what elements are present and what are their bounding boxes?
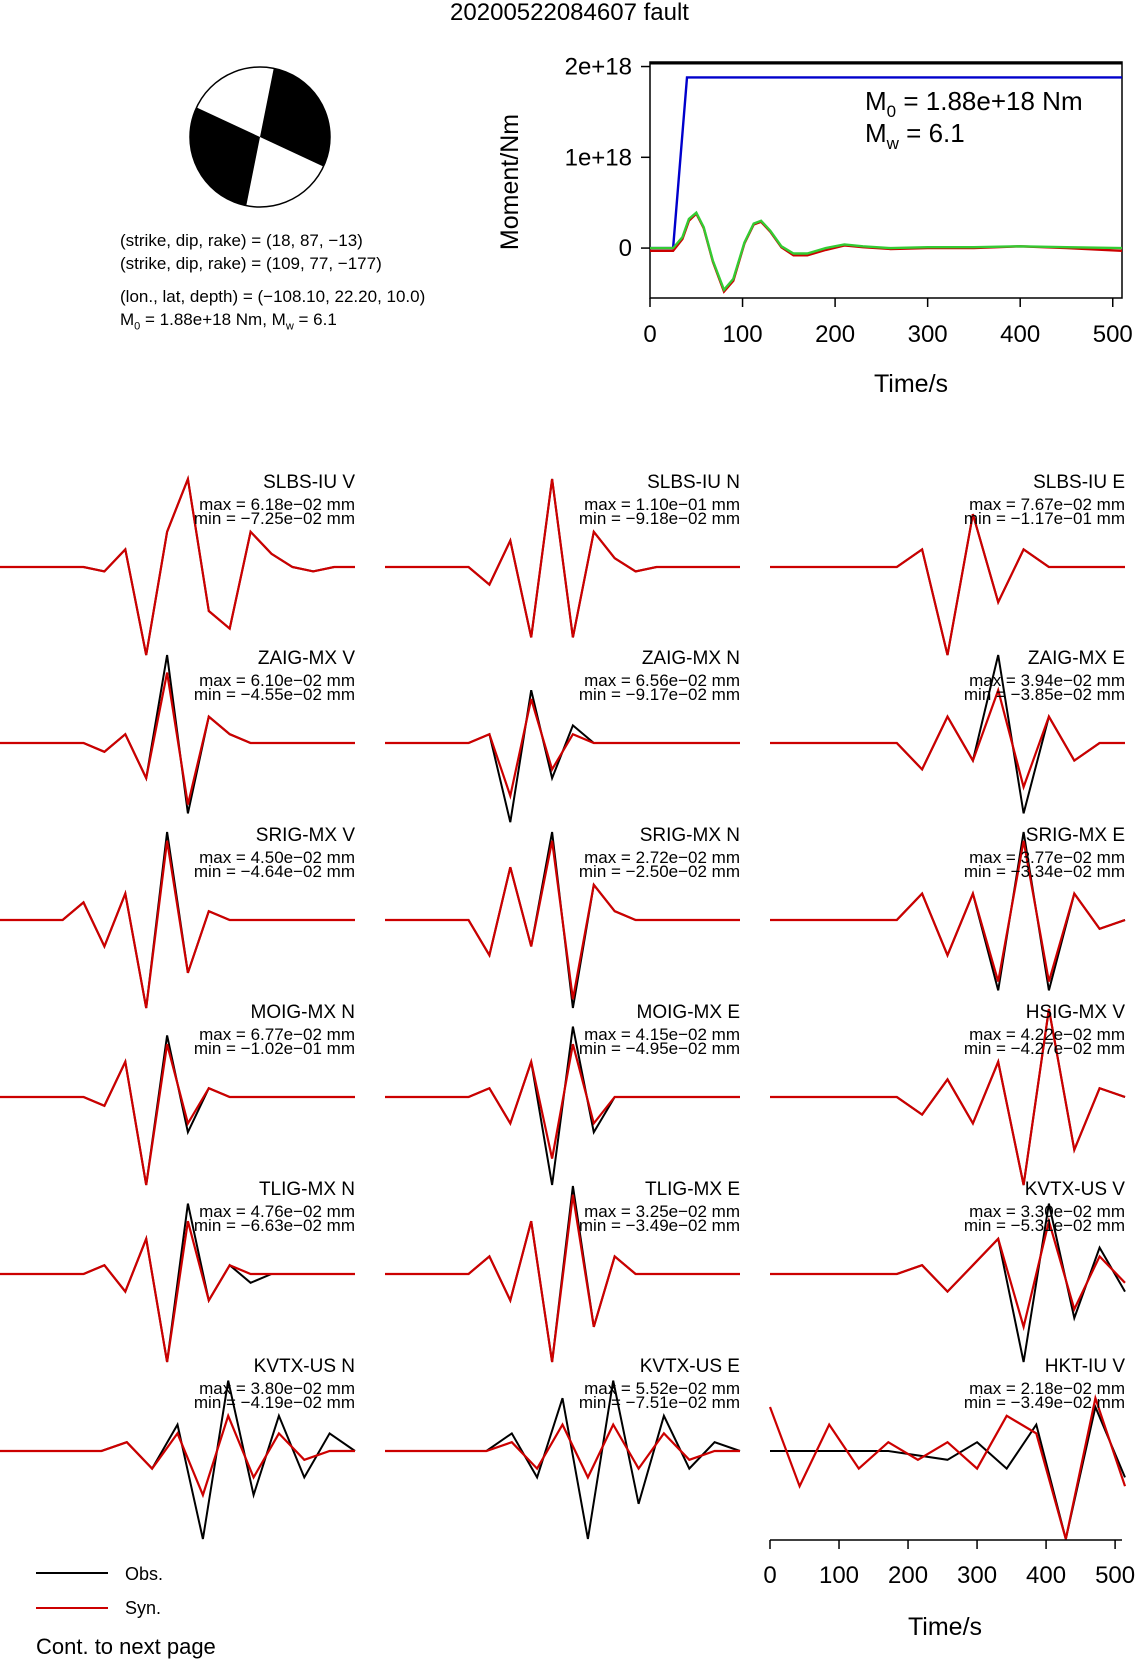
- legend-obs-label: Obs.: [125, 1564, 164, 1584]
- moment-xtick-label: 100: [722, 321, 763, 348]
- station-name: ZAIG-MX N: [641, 648, 740, 669]
- moment-xlabel: Time/s: [873, 370, 949, 398]
- nodal-plane-1: (strike, dip, rake) = (18, 87, −13): [120, 231, 363, 250]
- waveform-panel: [385, 1356, 740, 1539]
- station-min: min = −4.95e−02 mm: [578, 1039, 740, 1058]
- observed-trace: [385, 690, 740, 822]
- station-name: KVTX-US V: [1024, 1179, 1125, 1200]
- m0-subscript: 0: [134, 320, 141, 333]
- legend-obs-line: [36, 1570, 108, 1576]
- station-name: TLIG-MX E: [644, 1179, 740, 1200]
- synthetic-trace: [385, 1425, 740, 1478]
- synthetic-trace: [770, 690, 1125, 787]
- station-name: SRIG-MX V: [255, 825, 355, 846]
- legend-syn-label: Syn.: [125, 1598, 162, 1618]
- legend-syn-line: [36, 1605, 108, 1611]
- station-max: max = 1.10e−01 mm: [584, 495, 740, 514]
- waveform-panel: [770, 648, 1125, 813]
- station-name: SRIG-MX N: [639, 825, 740, 846]
- station-min: min = −3.85e−02 mm: [963, 685, 1125, 704]
- station-max: max = 3.25e−02 mm: [584, 1202, 740, 1221]
- moment-ytick-label: 2e+18: [564, 53, 632, 81]
- station-max: max = 6.56e−02 mm: [584, 671, 740, 690]
- waveform-xtick-label: 200: [888, 1562, 929, 1589]
- m0-prefix: M: [120, 310, 135, 329]
- waveform-panel: [770, 825, 1125, 990]
- hypocenter-location: (lon., lat, depth) = (−108.10, 22.20, 10.0): [120, 287, 426, 306]
- station-max: max = 7.67e−02 mm: [969, 495, 1125, 514]
- waveform-panel: [0, 1002, 355, 1185]
- station-min: min = −4.55e−02 mm: [193, 685, 355, 704]
- station-max: max = 3.30e−02 mm: [969, 1202, 1125, 1221]
- station-max: max = 6.10e−02 mm: [199, 671, 355, 690]
- waveform-panel: [385, 1179, 740, 1362]
- waveform-xtick-label: 500: [1095, 1562, 1136, 1589]
- waveform-xtick-label: 300: [957, 1562, 998, 1589]
- station-max: max = 6.18e−02 mm: [199, 495, 355, 514]
- synthetic-trace: [385, 1044, 740, 1158]
- waveform-panel: [770, 472, 1125, 655]
- station-name: KVTX-US N: [253, 1356, 355, 1377]
- waveform-panel: [385, 648, 740, 822]
- waveform-xtick-label: 0: [763, 1562, 777, 1589]
- moment-xtick-label: 300: [907, 321, 948, 348]
- station-name: HSIG-MX V: [1025, 1002, 1125, 1023]
- waveform-panel: [0, 648, 355, 813]
- station-min: min = −5.31e−02 mm: [963, 1216, 1125, 1235]
- station-max: max = 6.77e−02 mm: [199, 1025, 355, 1044]
- station-name: TLIG-MX N: [258, 1179, 355, 1200]
- moment-xtick-label: 400: [1000, 321, 1041, 348]
- station-name: SLBS-IU N: [647, 472, 740, 493]
- synthetic-trace: [770, 514, 1125, 655]
- waveform-panel: [385, 825, 740, 1008]
- waveform-panel: [0, 1179, 355, 1362]
- station-min: min = −4.19e−02 mm: [193, 1393, 355, 1412]
- station-max: max = 3.77e−02 mm: [969, 848, 1125, 867]
- station-min: min = −4.27e−02 mm: [963, 1039, 1125, 1058]
- station-name: SLBS-IU V: [263, 472, 355, 493]
- station-max: max = 3.80e−02 mm: [199, 1379, 355, 1398]
- nodal-plane-2: (strike, dip, rake) = (109, 77, −177): [120, 254, 382, 273]
- synthetic-trace: [385, 699, 740, 796]
- station-name: KVTX-US E: [639, 1356, 740, 1377]
- moment-ytick-label: 1e+18: [564, 144, 632, 172]
- waveform-xtick-label: 100: [818, 1562, 860, 1589]
- station-min: min = −7.51e−02 mm: [578, 1393, 740, 1412]
- station-min: min = −9.17e−02 mm: [578, 685, 740, 704]
- waveform-xtick-label: 400: [1026, 1562, 1067, 1589]
- station-max: max = 4.22e−02 mm: [969, 1025, 1125, 1044]
- station-min: min = −1.17e−01 mm: [963, 509, 1125, 528]
- waveform-xlabel: Time/s: [907, 1613, 983, 1641]
- station-max: max = 3.94e−02 mm: [969, 671, 1125, 690]
- station-name: ZAIG-MX V: [257, 648, 355, 669]
- moment-annotation-mw: $M_w = 6.1$: [865, 118, 965, 153]
- waveform-panel: [770, 1179, 1125, 1362]
- continuation-note: Cont. to next page: [36, 1634, 216, 1659]
- station-name: SLBS-IU E: [1033, 472, 1125, 493]
- waveform-panel: [0, 472, 355, 655]
- moment-xtick-label: 200: [815, 321, 856, 348]
- moment-ytick-label: 0: [618, 235, 632, 263]
- station-max: max = 2.18e−02 mm: [969, 1379, 1125, 1398]
- station-min: min = −7.25e−02 mm: [193, 509, 355, 528]
- observed-trace: [770, 514, 1125, 655]
- station-name: MOIG-MX E: [636, 1002, 740, 1023]
- synthetic-trace: [0, 1221, 355, 1362]
- station-max: max = 4.76e−02 mm: [199, 1202, 355, 1221]
- synthetic-trace: [0, 1044, 355, 1185]
- station-min: min = −3.49e−02 mm: [578, 1216, 740, 1235]
- station-max: max = 5.52e−02 mm: [584, 1379, 740, 1398]
- station-name: HKT-IU V: [1044, 1356, 1125, 1377]
- station-name: ZAIG-MX E: [1027, 648, 1125, 669]
- station-min: min = −2.50e−02 mm: [578, 862, 740, 881]
- moment-annotation-m0: $M_0 = 1.88e+18$ Nm: [865, 86, 1083, 121]
- synthetic-trace: [770, 1398, 1125, 1539]
- moment-xtick-label: 0: [643, 321, 657, 348]
- mw-text: = 6.1: [293, 310, 337, 329]
- waveform-panel: [385, 472, 740, 637]
- mw-subscript: w: [285, 320, 294, 333]
- station-min: min = −3.49e−02 mm: [963, 1393, 1125, 1412]
- waveform-panel: [0, 825, 355, 1008]
- station-name: MOIG-MX N: [250, 1002, 355, 1023]
- station-min: min = −9.18e−02 mm: [578, 509, 740, 528]
- observed-trace: [770, 1407, 1125, 1539]
- station-max: max = 4.50e−02 mm: [199, 848, 355, 867]
- waveform-panel: [0, 1356, 355, 1539]
- station-min: min = −4.64e−02 mm: [193, 862, 355, 881]
- m0-text: = 1.88e+18 Nm, M: [140, 310, 286, 329]
- waveform-panel: [770, 1002, 1125, 1185]
- station-min: min = −6.63e−02 mm: [193, 1216, 355, 1235]
- station-min: min = −1.02e−01 mm: [193, 1039, 355, 1058]
- moment-xtick-label: 500: [1092, 321, 1133, 348]
- moment-ylabel: Moment/Nm: [496, 113, 524, 251]
- station-max: max = 2.72e−02 mm: [584, 848, 740, 867]
- station-min: min = −3.34e−02 mm: [963, 862, 1125, 881]
- station-max: max = 4.15e−02 mm: [584, 1025, 740, 1044]
- station-name: SRIG-MX E: [1025, 825, 1125, 846]
- page-title: 20200522084607 fault: [450, 0, 689, 26]
- waveform-panel: [385, 1002, 740, 1185]
- waveform-panel: [770, 1356, 1125, 1539]
